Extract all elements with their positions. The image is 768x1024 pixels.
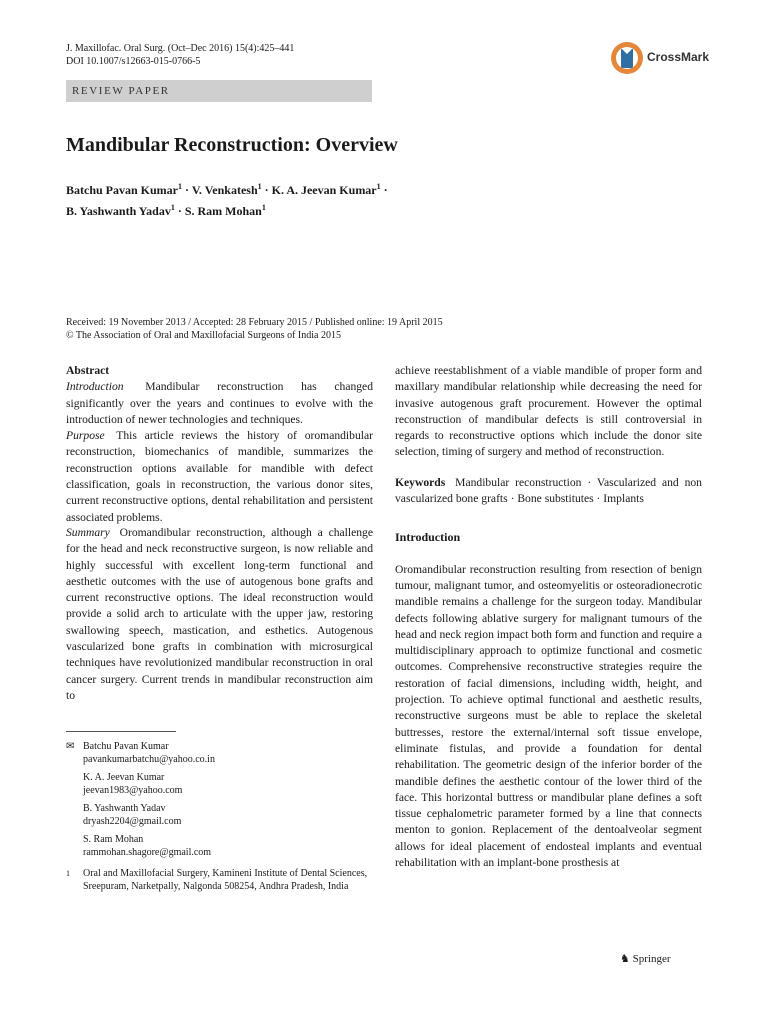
affiliation-line-2: Sreepuram, Narketpally, Nalgonda 508254, Andhra Pradesh, India <box>83 881 349 892</box>
author-name[interactable]: V. Venkatesh <box>191 183 258 197</box>
author-name[interactable]: B. Yashwanth Yadav <box>66 204 171 218</box>
abstract-purpose-label: Purpose <box>66 429 105 443</box>
contact-email[interactable]: dryash2204@gmail.com <box>83 816 182 827</box>
publisher-mark <box>620 952 671 965</box>
abstract-summary-text: Oromandibular reconstruction, although a challenge for the head and neck reconstructive surgeon, is now reliable and highly successful with excellent long-term functional and aesthetic outcomes with the use of autogenous bone grafts and current reconstructive options. The ideal reconstruction would provide a solid arch to articulate with the upper jaw, restoring swallowing speech, mastication, and esthetics. Autogenous vascularized bone grafts in combination with microsurgical techniques have revolutionized mandibular reconstruction in oral cancer surgery. Current trends in mandibular reconstruction aim to <box>66 526 373 702</box>
publisher-name: Springer <box>632 953 671 965</box>
journal-citation: J. Maxillofac. Oral Surg. (Oct–Dec 2016) 15(4):425–441 <box>66 43 295 54</box>
abstract-purpose-text: This article reviews the history of oromandibular reconstruction, biomechanics of mandible, summarizes the reconstruction options available for mandible with defect classification, goals in reconstruction, the various donor sites, current reconstructive options, dental rehabilitation and persistent associated problems. <box>66 429 373 524</box>
copyright-line: © The Association of Oral and Maxillofacial Surgeons of India 2015 <box>66 330 341 341</box>
contact-email[interactable]: pavankumarbatchu@yahoo.co.in <box>83 754 215 765</box>
dates-line: Received: 19 November 2013 / Accepted: 28 February 2015 / Published online: 19 April 2015 <box>66 317 443 328</box>
keywords-text: Mandibular reconstruction · Vascularized and non vascularized bone grafts · Bone substitutes · Implants <box>395 475 702 506</box>
contact-entry <box>66 771 373 797</box>
publication-dates <box>66 316 443 342</box>
springer-horse-icon: ♞ <box>620 953 630 965</box>
article-type-banner: REVIEW PAPER <box>66 80 372 102</box>
crossmark-label: CrossMark <box>647 50 710 64</box>
contact-email[interactable]: jeevan1983@yahoo.com <box>83 785 183 796</box>
keywords <box>395 475 702 508</box>
crossmark-icon <box>610 38 644 78</box>
contact-entry <box>66 740 373 766</box>
page-title: Mandibular Reconstruction: Overview <box>66 134 398 156</box>
crossmark-badge[interactable] <box>610 38 720 78</box>
footnote-divider <box>66 731 176 732</box>
contact-name: Batchu Pavan Kumar <box>83 741 169 752</box>
contact-entry <box>66 802 373 828</box>
author-name[interactable]: Batchu Pavan Kumar <box>66 183 179 197</box>
abstract-summary-continued: achieve reestablishment of a viable mandible of proper form and maxillary mandibular relationship while decreasing the need for invasive autogenous graft procurement. However the optimal reconstruction of mandibular defects is still controversial in regards to reconstructive options which include the donor site selection, timing of surgery and method of reconstruction. <box>395 364 702 459</box>
doi[interactable]: DOI 10.1007/s12663-015-0766-5 <box>66 56 201 67</box>
contact-name: S. Ram Mohan <box>83 834 144 845</box>
abstract-purpose <box>66 428 373 526</box>
envelope-icon: ✉ <box>66 741 75 752</box>
section-heading-introduction: Introduction <box>395 530 461 545</box>
contact-entry <box>66 833 373 859</box>
author-name[interactable]: K. A. Jeevan Kumar <box>271 183 377 197</box>
right-column <box>395 363 702 871</box>
abstract-summary-left <box>66 525 373 704</box>
abstract-heading: Abstract <box>66 364 110 377</box>
contact-name: B. Yashwanth Yadav <box>83 803 166 814</box>
author-line-2: B. Yashwanth Yadav$^1$ · S. Ram Mohan$^1$ <box>66 203 266 218</box>
affiliation-address <box>66 867 373 893</box>
affiliation-line-1: Oral and Maxillofacial Surgery, Kamineni Institute of Dental Sciences, <box>83 868 368 879</box>
author-line-1: Batchu Pavan Kumar$^1$ · V. Venkatesh$^1$ · K. A. Jeevan Kumar$^1$ · <box>66 182 388 197</box>
abstract-intro-text: Mandibular reconstruction has changed significantly over the years and continues to evolve with the introduction of newer technologies and techniques. <box>66 380 374 426</box>
affiliation-mark: 1 <box>66 869 70 878</box>
journal-header <box>66 42 294 68</box>
correspondence-block <box>66 740 373 893</box>
abstract-summary-label: Summary <box>66 526 110 539</box>
abstract-introduction <box>66 379 373 428</box>
author-name[interactable]: S. Ram Mohan <box>184 204 262 218</box>
contact-email[interactable]: rammohan.shagore@gmail.com <box>83 847 212 858</box>
contact-name: K. A. Jeevan Kumar <box>83 772 165 783</box>
abstract <box>66 363 373 526</box>
abstract-intro-label: Introduction <box>66 380 124 394</box>
introduction-text: Oromandibular reconstruction resulting from resection of benign tumour, malignant tumor, and osteomyelitis or osteoradionecrotic mandible remains a challenge for the surgeon today. Mandibular defects following ablative surgery for malignant tumours of the head and neck region impact both form and function and require a multidisciplinary approach to optimize functional and cosmetic outcomes. Comprehensive reconstructive strategies require the restoration of facial dimensions, including width, height, and projection. To achieve optimal functional and aesthetic results, reconstructive surgeons must be able to replace the skeletal buttresses, restore the external/internal soft tissue envelope, eliminate fistulas, and provide a foundation for dental rehabilitation. The geometric design of the inferior border of the mandible defines the aesthetic contour of the lower third of the face. This horizontal buttress or mandibular plane defines a soft tissue cephalometric parameter formed by a line that connects menton to gonion. Replacement of the dentoalveolar segment allows for ideal placement of endosteal implants and eventual rehabilitation with an implant-bone prosthesis at <box>395 562 702 870</box>
author-list <box>66 178 586 220</box>
keywords-label: Keywords <box>395 475 446 489</box>
